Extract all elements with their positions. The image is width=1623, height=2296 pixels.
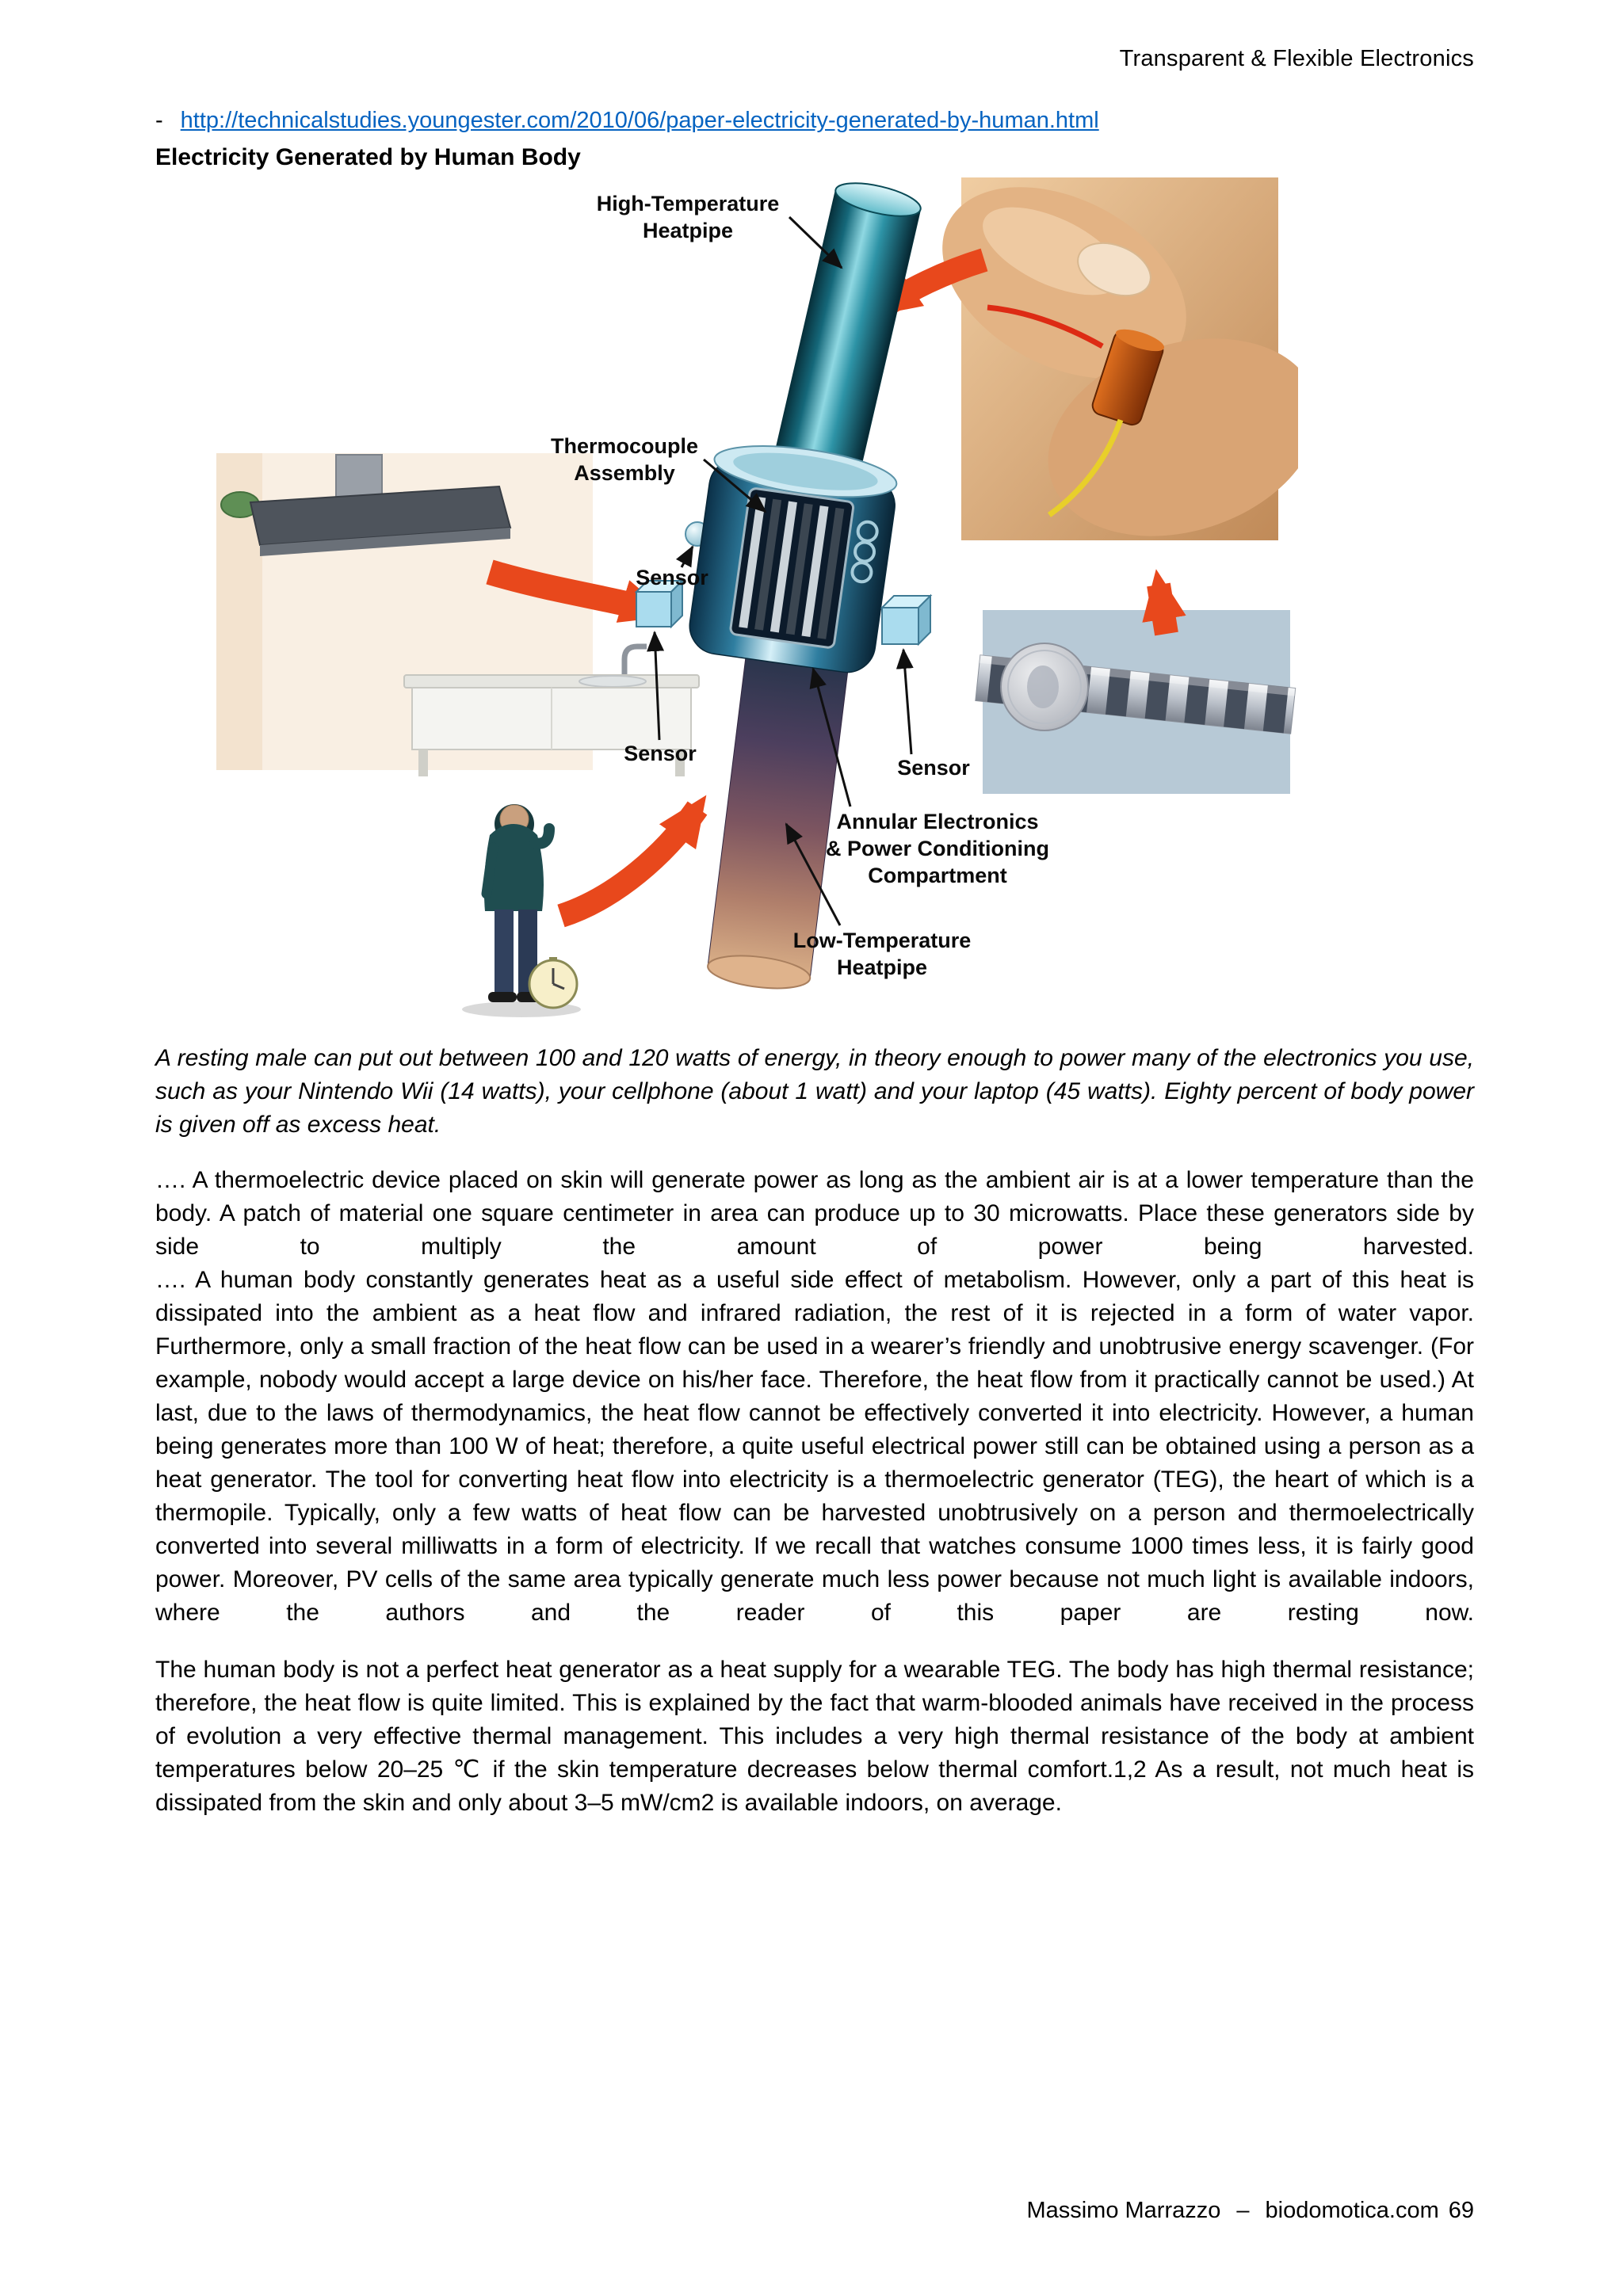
footer-site: biodomotica.com [1265, 2198, 1439, 2223]
photo-coin-and-strip [976, 610, 1296, 794]
footer-dash: – [1236, 2198, 1250, 2223]
label-high-temperature-line1: High-Temperature [596, 192, 780, 215]
sensor-cube-right [882, 596, 930, 644]
label-high-temperature-line2: Heatpipe [642, 219, 734, 242]
faucet [624, 646, 647, 675]
leader-sensor-left-top [682, 547, 693, 567]
source-link-line [155, 108, 1474, 134]
label-thermocouple-line1: Thermocouple [550, 434, 699, 458]
article-heading: Electricity Generated by Human Body [155, 144, 581, 170]
paragraph-1a: …. A thermoelectric device placed on skin will generate power as long as the ambient air is at a lower temperature than the body. A patch of material one square centimeter in area can produce up to 30 microwatts. Place these generators side by side to multiply the amount of power being harvested. [155, 1167, 1474, 1260]
arrow-strip-to-photo [1159, 585, 1167, 634]
label-sensor-left-top: Sensor [636, 566, 708, 589]
sink [579, 676, 646, 687]
footer-author: Massimo Marrazzo [1026, 2198, 1221, 2223]
figure-caption: A resting male can put out between 100 and 120 watts of energy, in theory enough to power many of the electronics you use, such as your Nintendo Wii (14 watts), your cellphone (about 1 watt) and your laptop (45 watts). Eighty percent of body power is given off as excess heat. [155, 1045, 1474, 1138]
label-annular-line2: & Power Conditioning [826, 837, 1049, 860]
paragraph-1b: …. A human body constantly generates heat as a useful side effect of metabolism. However, only a part of this heat is dissipated into the ambient as a heat flow and infrared radiation, the rest of it is rejected in a form of water vapor. Furthermore, only a small fraction of the heat flow can be used in a wearer’s friendly and unobtrusive energy scavenger. (For example, nobody would accept a large device on his/her face. Therefore, the heat flow from it practically cannot be used.) At last, due to the laws of thermodynamics, the heat flow cannot be effectively converted it into electricity. However, a human being generates more than 100 W of heat; therefore, a quite useful electrical power still can be obtained using a person as a heat generator. The tool for converting heat flow into electricity is a thermoelectric generator (TEG), the heart of which is a thermopile. Typically, only a few watts of heat flow can be harvested unobtrusively on a person and thermoelectrically converted into several milliwatts in a form of electricity. If we recall that watches consume 1000 times less, it is fairly good power. Moreover, PV cells of the same area typically generate much less power because not much light is available indoors, where the authors and the reader of this paper are resting now. [155, 1267, 1474, 1626]
label-sensor-right: Sensor [897, 756, 970, 780]
label-sensor-left-bottom: Sensor [624, 742, 697, 765]
paragraph-2: The human body is not a perfect heat generator as a heat supply for a wearable TEG. The body has high thermal resistance; therefore, the heat flow is quite limited. This is explained by the fact that warm-blooded animals have received in the process of evolution a very effective thermal management. This includes a very high thermal resistance of the body at ambient temperatures below 20–25 ℃ if the skin temperature decreases below thermal comfort.1,2 As a result, not much heat is dissipated from the skin and only about 3–5 mW/cm2 is available indoors, on average. [155, 1657, 1474, 1816]
running-header: Transparent & Flexible Electronics [1119, 46, 1474, 71]
label-low-temperature-line1: Low-Temperature [792, 929, 972, 952]
list-dash: - [155, 108, 163, 133]
label-annular-line3: Compartment [868, 864, 1007, 887]
label-thermocouple-line2: Assembly [574, 461, 675, 485]
photo-fingers-holding-device [910, 176, 1298, 569]
teg-diagram-svg [181, 176, 1298, 1030]
source-url-link[interactable]: http://technicalstudies.youngester.com/2010/06/paper-electricity-generated-by-human.html [180, 108, 1099, 133]
label-annular-line1: Annular Electronics [836, 810, 1039, 833]
label-low-temperature-line2: Heatpipe [836, 955, 928, 979]
article-body [155, 1042, 1474, 1820]
footer-page-number: 69 [1448, 2198, 1474, 2223]
arrow-person-to-device [561, 808, 697, 916]
page-footer [155, 2198, 1474, 2224]
figure-teg-diagram [181, 176, 1298, 1030]
leader-sensor-right [903, 650, 911, 754]
